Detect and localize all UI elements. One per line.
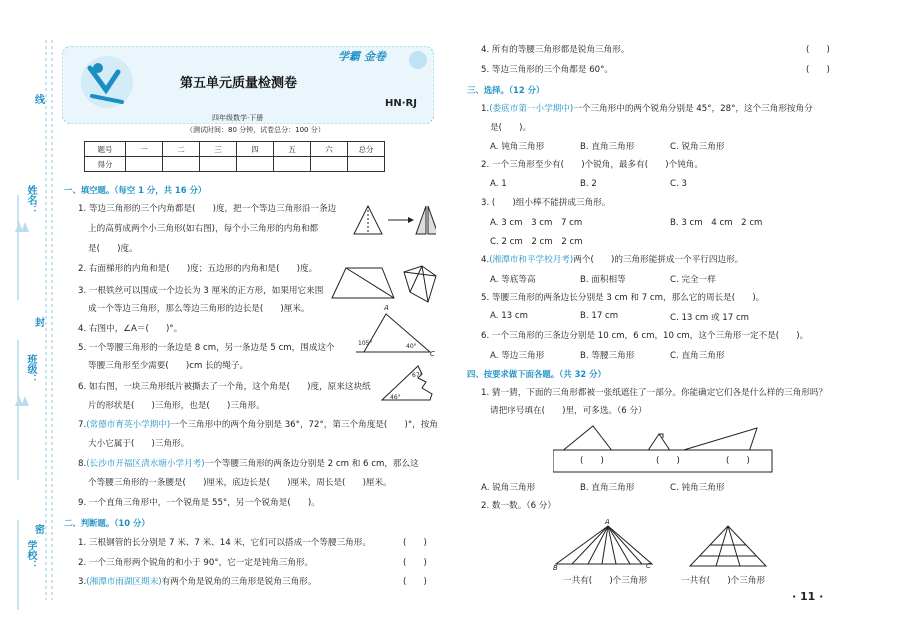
s3-q6-opt-a[interactable]: A. 等边三角形 [490,351,545,361]
page-number: · 11 · [792,590,824,603]
s3-q3-opt-c[interactable]: C. 2 cm 2 cm 2 cm [490,237,583,247]
s1-q8-line2: 个等腰三角形的一条腰是( )厘米，底边长是( )厘米，周长是( )厘米。 [88,478,392,488]
trapezoid-pentagon-figure [328,262,440,306]
binding-label-school: 学校： [25,540,36,570]
s1-q9: 9. 一个直角三角形中，一个锐角是 55°，另一个锐角是( )。 [78,498,320,508]
count-answer-1: 一共有( )个三角形 [563,576,648,586]
s2-q3 [78,576,316,588]
binding-label-line: 线 [35,95,45,106]
s2-q2-paren[interactable]: ( ) [403,558,427,568]
angle-triangle-figure [352,302,438,358]
s3-q1-tag: (娄底市第一小学期中) [489,104,574,114]
s4-q1-box2[interactable]: ( ) [656,456,680,466]
fig-label-67: 67° [412,372,423,379]
s3-q2-opt-a[interactable]: A. 1 [490,179,507,189]
test-info: （测试时间：80 分钟，试卷总分：100 分） [186,126,325,134]
score-cell[interactable] [200,157,237,172]
s1-q3-line2: 成一个等边三角形，那么等边三角形的边长是( )厘米。 [88,304,310,314]
split-triangle-count-figure [686,522,770,570]
s1-q5-line1: 5. 一个等腰三角形的一条边是 8 cm，另一条边是 5 cm，围成这个 [78,343,335,353]
fan-fig-label-A: A [605,518,610,526]
s1-q6-line1: 6. 如右图，一块三角形纸片被撕去了一个角，这个角是( )度，原来这块纸 [78,382,371,392]
s2-q5-paren[interactable]: ( ) [806,65,830,75]
score-header-cell: 二 [163,142,200,157]
grade-label: 四年级数学·下册 [212,114,264,122]
s1-q3-line1: 3. 一根铁丝可以围成一个边长为 3 厘米的正方形，如果用它来围 [78,286,324,296]
s2-q2: 2. 一个三角形两个锐角的和小于 90°，它一定是钝角三角形。 [78,558,314,568]
s3-q4-num: 4. [481,255,490,265]
s1-q5-line2: 等腰三角形至少需要( )cm 长的绳子。 [88,361,249,371]
s3-q6-opt-b[interactable]: B. 等腰三角形 [580,351,635,361]
s4-q1-box3[interactable]: ( ) [726,456,750,466]
s1-q7-num: 7. [78,420,87,430]
s3-q4-opt-c[interactable]: C. 完全一样 [670,275,716,285]
binding-label-name: 姓名： [25,185,36,215]
s3-q1-opt-a[interactable]: A. 钝角三角形 [490,142,545,152]
fig-label-40: 40° [406,343,417,350]
split-triangle-figure [352,202,436,238]
s1-q1-line2: 上的高剪成两个小三角形(如右图)，每个小三角形的内角和都 [88,224,319,234]
s4-q2: 2. 数一数。（6 分） [481,501,556,511]
s2-q3-paren[interactable]: ( ) [403,577,427,587]
s3-q1-opt-c[interactable]: C. 锐角三角形 [670,142,725,152]
s1-q4: 4. 右图中，∠A＝( )°。 [78,324,183,334]
score-cell[interactable] [126,157,163,172]
s2-q4-paren[interactable]: ( ) [806,45,830,55]
score-table-row [85,157,385,172]
edition-label: HN·RJ [385,98,417,109]
s3-q5: 5. 等腰三角形的两条边长分别是 3 cm 和 7 cm，那么它的周长是( )。 [481,293,765,303]
s4-q1-opt-a: A. 锐角三角形 [481,483,536,493]
section1-heading: 一、填空题。（每空 1 分，共 16 分） [64,185,207,195]
s3-q3: 3. ( )组小棒不能拼成三角形。 [481,198,611,208]
s3-q3-opt-a[interactable]: A. 3 cm 3 cm 7 cm [490,218,583,228]
s1-q8-tag: (长沙市开福区清水塘小学月考) [86,459,205,469]
fig-label-A: A [384,304,389,312]
binding-label-seal: 封 [35,318,45,329]
s1-q1-line3: 是( )度。 [88,244,138,254]
s3-q2-opt-c[interactable]: C. 3 [670,179,687,189]
s3-q4-opt-b[interactable]: B. 面积相等 [580,275,626,285]
score-cell[interactable] [274,157,311,172]
s2-q3-tag: (湘潭市雨湖区期末) [86,577,162,587]
fig-label-C: C [430,350,435,358]
s3-q1-opt-b[interactable]: B. 直角三角形 [580,142,635,152]
s1-q8-line1 [78,458,419,470]
s1-q6-line2: 片的形状是( )三角形，也是( )三角形。 [88,401,265,411]
s1-q8-text: 一个等腰三角形的两条边分别是 2 cm 和 6 cm，那么这 [204,459,419,469]
s4-q1-line1: 1. 猜一猜，下面的三角形都被一张纸遮住了一部分。你能确定它们各是什么样的三角形吗？ [481,388,828,398]
s1-q1-line1: 1. 等边三角形的三个内角都是( )度，把一个等边三角形沿一条边 [78,204,337,214]
s3-q3-opt-b[interactable]: B. 3 cm 4 cm 2 cm [670,218,763,228]
logo-text: 学霸 金卷 [338,50,386,63]
binding-label-secret: 密 [35,525,45,536]
s3-q1-num: 1. [481,104,490,114]
s4-q1-opt-b: B. 直角三角形 [580,483,635,493]
s2-q3-text: 有两个角是锐角的三角形是锐角三角形。 [161,577,317,587]
s3-q4-opt-a[interactable]: A. 等底等高 [490,275,536,285]
s2-q1: 1. 三根钢管的长分别是 7 米、7 米、14 米，它们可以搭成一个等腰三角形。 [78,538,371,548]
s1-q7-tag: (常德市育英小学期中) [86,420,171,430]
count-answer-2: 一共有( )个三角形 [681,576,766,586]
section4-heading: 四、按要求做下面各题。（共 32 分） [467,369,606,379]
score-cell[interactable] [163,157,200,172]
s4-q1-box1[interactable]: ( ) [580,456,604,466]
s3-q1-text: 一个三角形中的两个锐角分别是 45°，28°，这个三角形按角分 [573,104,813,114]
score-cell[interactable] [237,157,274,172]
score-header-cell: 五 [274,142,311,157]
score-header-cell: 四 [237,142,274,157]
s1-q2: 2. 右面梯形的内角和是( )度；五边形的内角和是( )度。 [78,264,318,274]
s4-q1-line2: 请把序号填在( )里，可多选。（6 分） [490,406,647,416]
fig-label-46: 46° [390,394,401,401]
s3-q5-opt-a[interactable]: A. 13 cm [490,311,528,321]
s3-q5-opt-c[interactable]: C. 13 cm 或 17 cm [670,313,750,323]
binding-border [0,0,60,632]
score-table-header-row [85,142,385,157]
binding-label-class: 班级： [25,354,36,384]
s3-q6-opt-c[interactable]: C. 直角三角形 [670,351,725,361]
score-header-cell: 总分 [348,142,385,157]
s1-q7-line2: 大小它属于( )三角形。 [88,439,190,449]
section3-heading: 三、选择。（12 分） [467,85,545,95]
section2-heading: 二、判断题。（10 分） [64,518,150,528]
score-row-label: 得分 [85,157,126,172]
s3-q6: 6. 一个三角形的三条边分别是 10 cm，6 cm，10 cm，这个三角形一定不是( )。 [481,331,809,341]
s1-q8-num: 8. [78,459,87,469]
score-header-cell: 三 [200,142,237,157]
s3-q5-opt-b[interactable]: B. 17 cm [580,311,619,321]
s3-q4-tag: (湘潭市和平学校月考) [489,255,574,265]
s3-q2: 2. 一个三角形至少有( )个锐角，最多有( )个钝角。 [481,160,703,170]
s3-q2-opt-b[interactable]: B. 2 [580,179,597,189]
s3-q1-line2: 是( )。 [490,123,532,133]
binding-strip [0,0,60,632]
s2-q5: 5. 等边三角形的三个角都是 60°。 [481,65,614,75]
fan-triangle-figure [552,522,656,568]
score-cell[interactable] [348,157,385,172]
page-title: 第五单元质量检测卷 [180,76,298,91]
s3-q1-line1 [481,103,813,115]
score-header-cell: 题号 [85,142,126,157]
fan-fig-label-B: B [553,564,558,572]
s3-q4 [481,254,743,266]
fig-label-105: 105° [358,340,373,347]
score-table [84,141,385,172]
score-cell[interactable] [311,157,348,172]
s1-q7-text: 一个三角形中的两个角分别是 36°，72°，第三个角度是( )°，按角 [170,420,438,430]
s4-q1-opt-c: C. 钝角三角形 [670,483,725,493]
s1-q7-line1 [78,419,438,431]
fan-fig-label-C: C [646,562,651,570]
s3-q4-text: 两个( )的三角形能拼成一个平行四边形。 [573,255,744,265]
torn-triangle-figure [378,360,436,404]
s2-q1-paren[interactable]: ( ) [403,538,427,548]
score-header-cell: 一 [126,142,163,157]
s2-q3-num: 3. [78,577,87,587]
s2-q4: 4. 所有的等腰三角形都是锐角三角形。 [481,45,630,55]
score-header-cell: 六 [311,142,348,157]
